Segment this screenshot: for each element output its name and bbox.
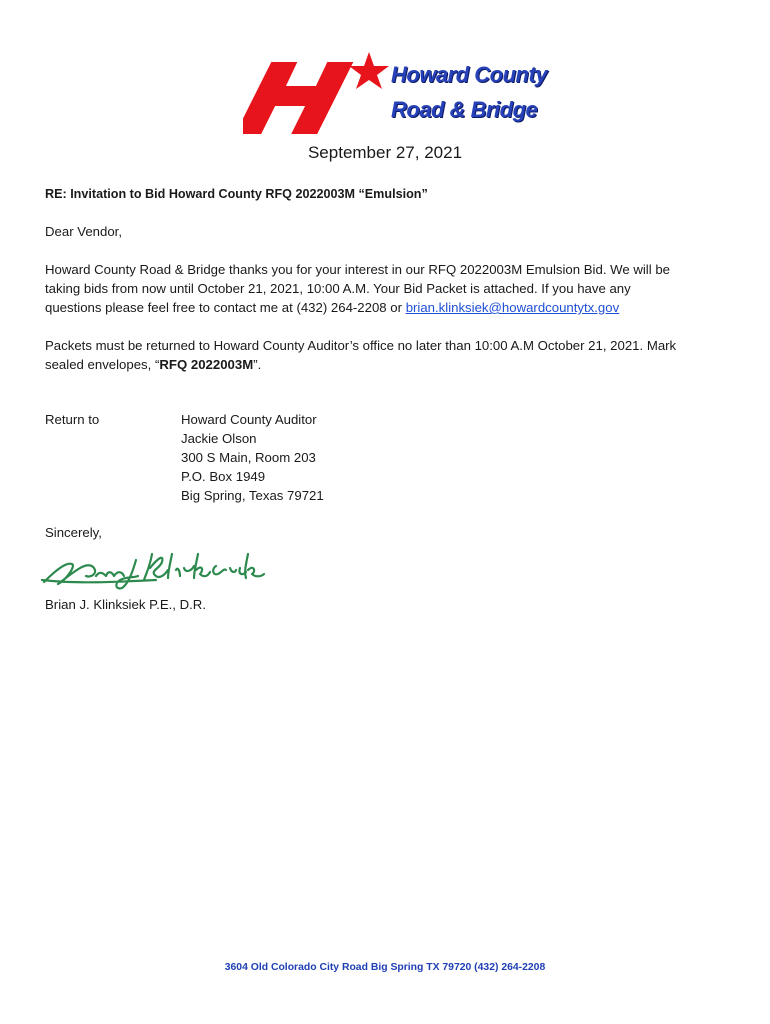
rfq-number: RFQ 2022003M	[159, 357, 254, 372]
closing: Sincerely,	[45, 525, 102, 540]
signer-name: Brian J. Klinksiek P.E., D.R.	[45, 597, 206, 612]
logo-h-star-icon	[243, 50, 393, 136]
paragraph-2-line-1: Packets must be returned to Howard County Auditor’s office no later than 10:00 A.M October 21, 2021. Mark	[45, 338, 677, 353]
handwritten-signature	[36, 540, 266, 592]
letter-date: September 27, 2021	[307, 143, 463, 162]
paragraph-1-line-3-text: questions please feel free to contact me at (432) 264-2208 or	[45, 300, 406, 315]
return-label: Return to	[45, 412, 100, 427]
paragraph-2-line-2	[45, 355, 261, 374]
address-line: Big Spring, Texas 79721	[181, 488, 324, 503]
paragraph-1-line-1: Howard County Road & Bridge thanks you for your interest in our RFQ 2022003M Emulsion Bid. We will be	[45, 262, 670, 277]
greeting: Dear Vendor,	[45, 224, 122, 239]
address-line: Jackie Olson	[181, 431, 257, 446]
paragraph-2-suffix: ”.	[253, 357, 262, 372]
email-link[interactable]: brian.klinksiek@howardcountytx.gov	[405, 300, 620, 315]
logo-line-2: Road & Bridge	[391, 97, 538, 122]
paragraph-1-line-3	[45, 298, 619, 317]
address-line: Howard County Auditor	[181, 412, 317, 427]
howard-county-logo	[243, 50, 553, 136]
paragraph-1-line-2: taking bids from now until October 21, 2021, 10:00 A.M. Your Bid Packet is attached. If you have any	[45, 281, 631, 296]
subject-line: RE: Invitation to Bid Howard County RFQ 2022003M “Emulsion”	[45, 187, 428, 201]
address-line: P.O. Box 1949	[181, 469, 266, 484]
logo-line-1: Howard County	[391, 62, 548, 87]
return-address	[181, 410, 324, 505]
paragraph-2-prefix: sealed envelopes, “	[45, 357, 160, 372]
address-line: 300 S Main, Room 203	[181, 450, 316, 465]
footer-address: 3604 Old Colorado City Road Big Spring TX 79720 (432) 264-2208	[224, 962, 546, 973]
